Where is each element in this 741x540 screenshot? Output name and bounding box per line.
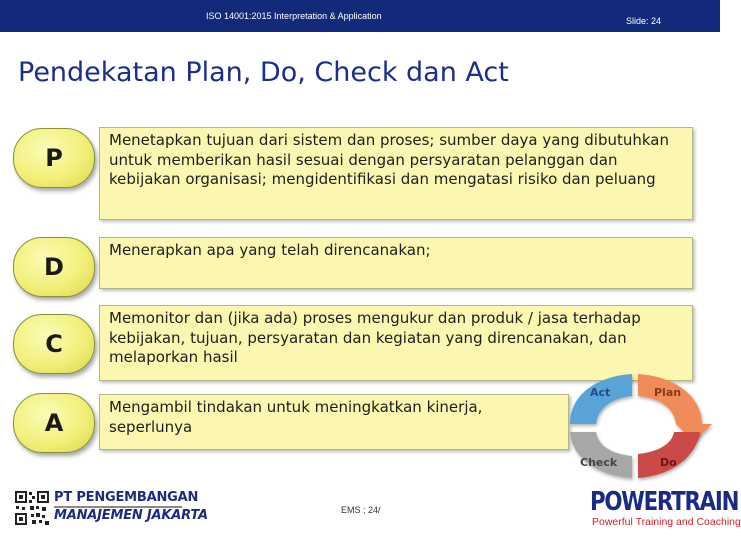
pdca-cycle-diagram (556, 366, 714, 482)
company-logo (14, 488, 208, 528)
document-title: ISO 14001:2015 Interpretation & Application (206, 11, 382, 21)
page-title: Pendekatan Plan, Do, Check dan Act (18, 57, 509, 88)
cycle-label-plan: Plan (654, 386, 682, 399)
letter-badge-d: D (13, 237, 95, 297)
company-name-line1: PT PENGEMBANGAN (54, 490, 199, 505)
letter-badge-a: A (13, 393, 95, 453)
description-box-plan: Menetapkan tujuan dari sistem dan proses; sumber daya yang dibutuhkan untuk memberikan hasil sesuai dengan persyaratan pelanggan dan kebijakan organisasi; mengidentifikasi dan mengatasi risiko dan peluang (99, 127, 693, 220)
description-box-do: Menerapkan apa yang telah direncanakan; (99, 237, 693, 289)
description-box-check: Memonitor dan (jika ada) proses mengukur dan produk / jasa terhadap kebijakan, tujuan, persyaratan dan kegiatan yang direncanakan, dan melaporkan hasil (99, 305, 693, 381)
cycle-label-do: Do (660, 456, 677, 469)
letter-badge-p: P (13, 128, 95, 188)
cycle-label-act: Act (590, 386, 611, 399)
slide-number: Slide: 24 (626, 16, 662, 26)
letter-badge-c: C (13, 314, 95, 374)
company-name-line2: MANAJEMEN JAKARTA (54, 508, 208, 523)
page-code: EMS ; 24/ (341, 505, 381, 515)
description-box-act: Mengambil tindakan untuk meningkatkan kinerja, seperlunya (99, 394, 569, 450)
cycle-label-check: Check (580, 456, 618, 469)
qr-code-icon (14, 490, 50, 526)
brand-logo (590, 487, 741, 532)
cycle-center (602, 399, 668, 449)
brand-tagline: Powerful Training and Coaching (592, 516, 741, 528)
header-bar (0, 0, 720, 32)
brand-name: POWERTRAIN (590, 487, 739, 517)
